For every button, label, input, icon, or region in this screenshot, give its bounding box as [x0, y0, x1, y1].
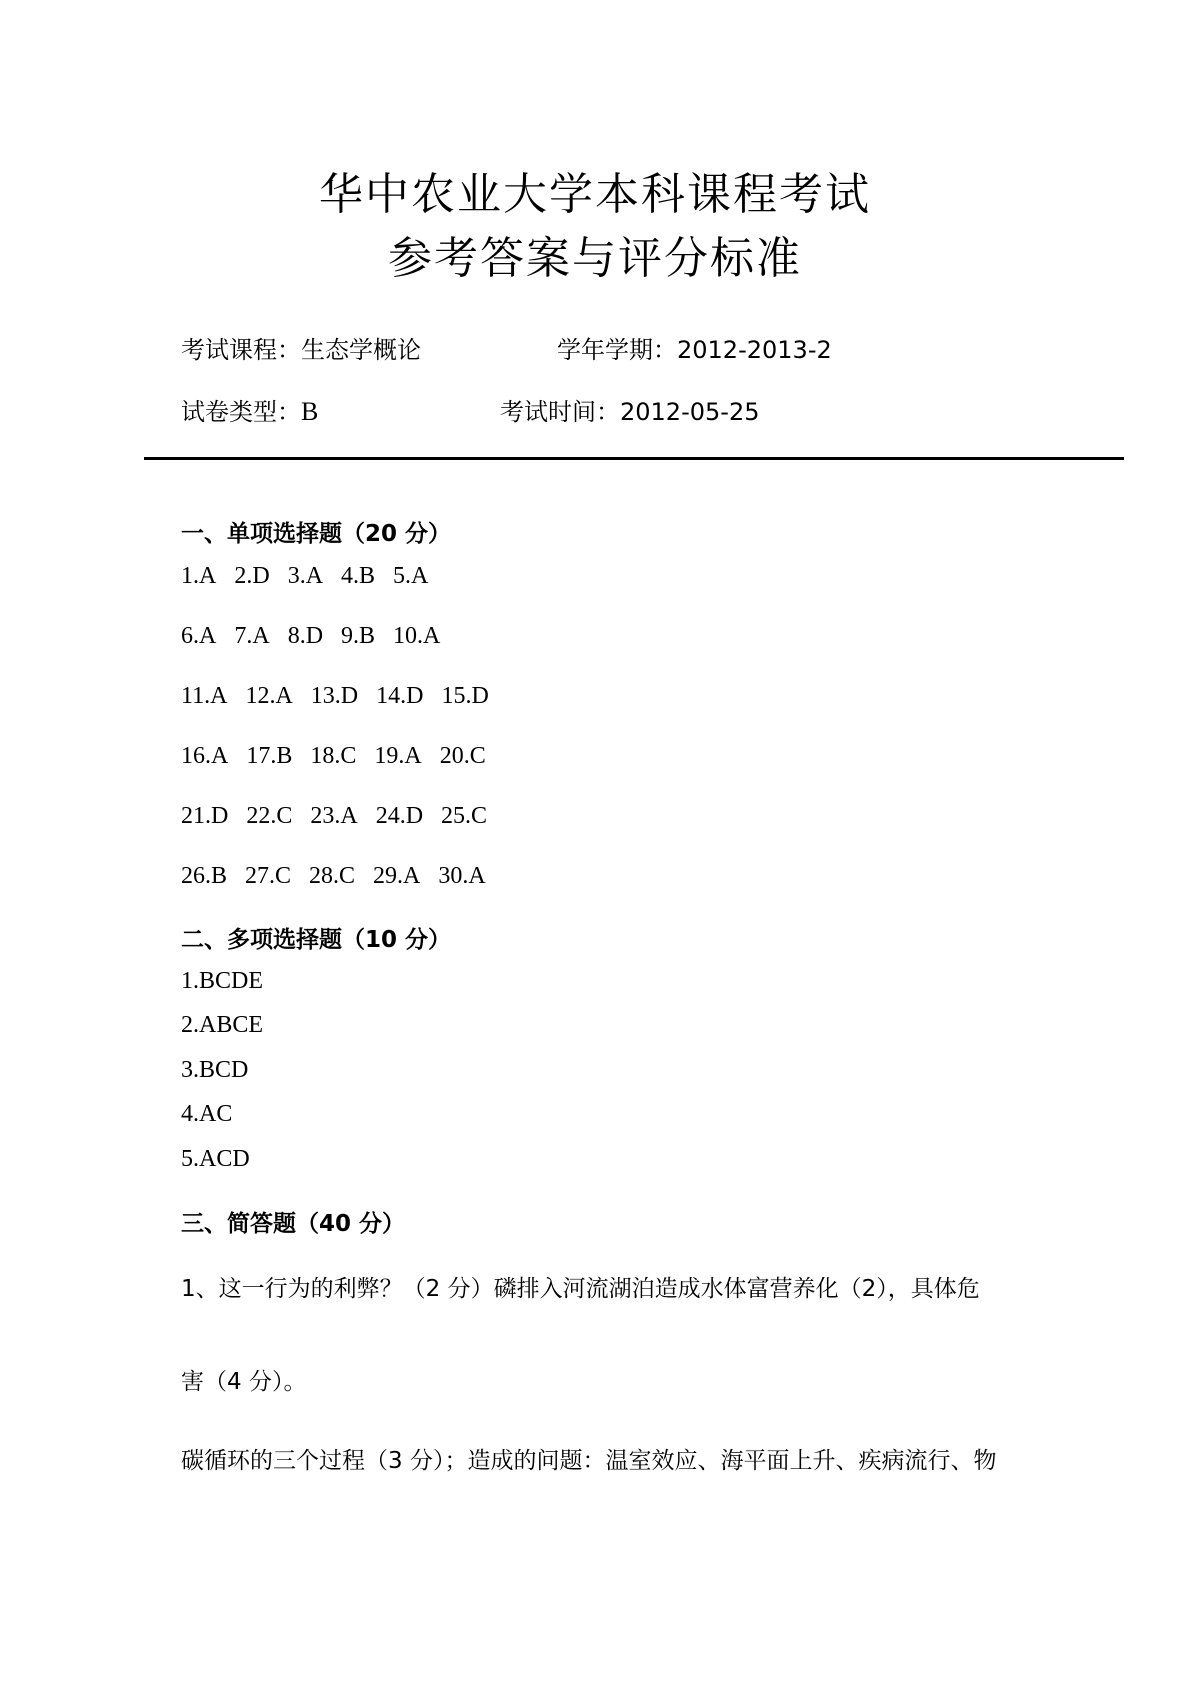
answer-item: 22.C	[246, 803, 293, 829]
single-choice-row	[181, 683, 507, 710]
multi-choice-answer: 4.AC	[181, 1101, 233, 1127]
answer-item: 12.A	[245, 683, 293, 709]
answer-item: 2.D	[234, 563, 270, 589]
multi-choice-answer: 1.BCDE	[181, 968, 264, 994]
answer-item: 28.C	[309, 863, 356, 889]
course-value: 生态学概论	[301, 336, 421, 364]
answer-item: 19.A	[374, 743, 422, 769]
section2-heading: 二、多项选择题（10 分）	[181, 927, 452, 953]
answer-item: 15.D	[441, 683, 489, 709]
answer-item: 17.B	[246, 743, 293, 769]
paper-type-label: 试卷类型：	[181, 398, 301, 426]
exam-time-label: 考试时间：	[500, 398, 620, 426]
answer-item: 7.A	[234, 623, 270, 649]
answer-item: 9.B	[341, 623, 376, 649]
answer-item: 5.A	[393, 563, 429, 589]
multi-choice-answer: 2.ABCE	[181, 1012, 264, 1038]
answer-item: 8.D	[287, 623, 324, 649]
answer-item: 26.B	[181, 863, 228, 889]
page-title: 华中农业大学本科课程考试	[319, 169, 871, 220]
short-answer-text: 1、这一行为的利弊？（2 分）磷排入河流湖泊造成水体富营养化（2），具体危	[181, 1276, 980, 1302]
single-choice-row	[181, 863, 504, 890]
course-label: 考试课程：	[181, 336, 301, 364]
answer-item: 29.A	[373, 863, 421, 889]
term-value: 2012-2013-2	[677, 336, 832, 364]
answer-item: 6.A	[181, 623, 217, 649]
answer-item: 13.D	[310, 683, 359, 709]
short-answer-text: 害（4 分）。	[181, 1369, 307, 1395]
paper-type-value: B	[301, 397, 319, 426]
term-field	[557, 330, 832, 365]
answer-item: 18.C	[310, 743, 357, 769]
multi-choice-answer: 3.BCD	[181, 1057, 249, 1083]
header-divider	[144, 457, 1124, 460]
answer-item: 4.B	[341, 563, 376, 589]
multi-choice-answer: 5.ACD	[181, 1146, 250, 1172]
answer-item: 20.C	[439, 743, 486, 769]
answer-item: 3.A	[287, 563, 324, 589]
page-subtitle: 参考答案与评分标准	[388, 233, 802, 284]
term-label: 学年学期：	[557, 336, 677, 364]
answer-item: 30.A	[438, 863, 486, 889]
single-choice-row	[181, 563, 446, 590]
answer-item: 21.D	[181, 803, 229, 829]
answer-item: 11.A	[181, 683, 228, 709]
answer-item: 10.A	[393, 623, 441, 649]
section3-heading: 三、简答题（40 分）	[181, 1211, 406, 1237]
short-answer-text: 碳循环的三个过程（3 分）；造成的问题：温室效应、海平面上升、疾病流行、物	[181, 1448, 997, 1474]
paper-type-field	[181, 392, 318, 427]
single-choice-row	[181, 743, 504, 770]
answer-item: 27.C	[245, 863, 292, 889]
course-field	[181, 330, 421, 365]
answer-item: 1.A	[181, 563, 217, 589]
answer-item: 24.D	[375, 803, 424, 829]
answer-item: 23.A	[310, 803, 358, 829]
single-choice-row	[181, 623, 458, 650]
single-choice-row	[181, 803, 505, 830]
answer-item: 25.C	[441, 803, 488, 829]
answer-item: 14.D	[376, 683, 424, 709]
exam-time-field	[500, 392, 759, 427]
exam-time-value: 2012-05-25	[620, 398, 760, 426]
section1-heading: 一、单项选择题（20 分）	[181, 521, 452, 547]
answer-item: 16.A	[181, 743, 229, 769]
